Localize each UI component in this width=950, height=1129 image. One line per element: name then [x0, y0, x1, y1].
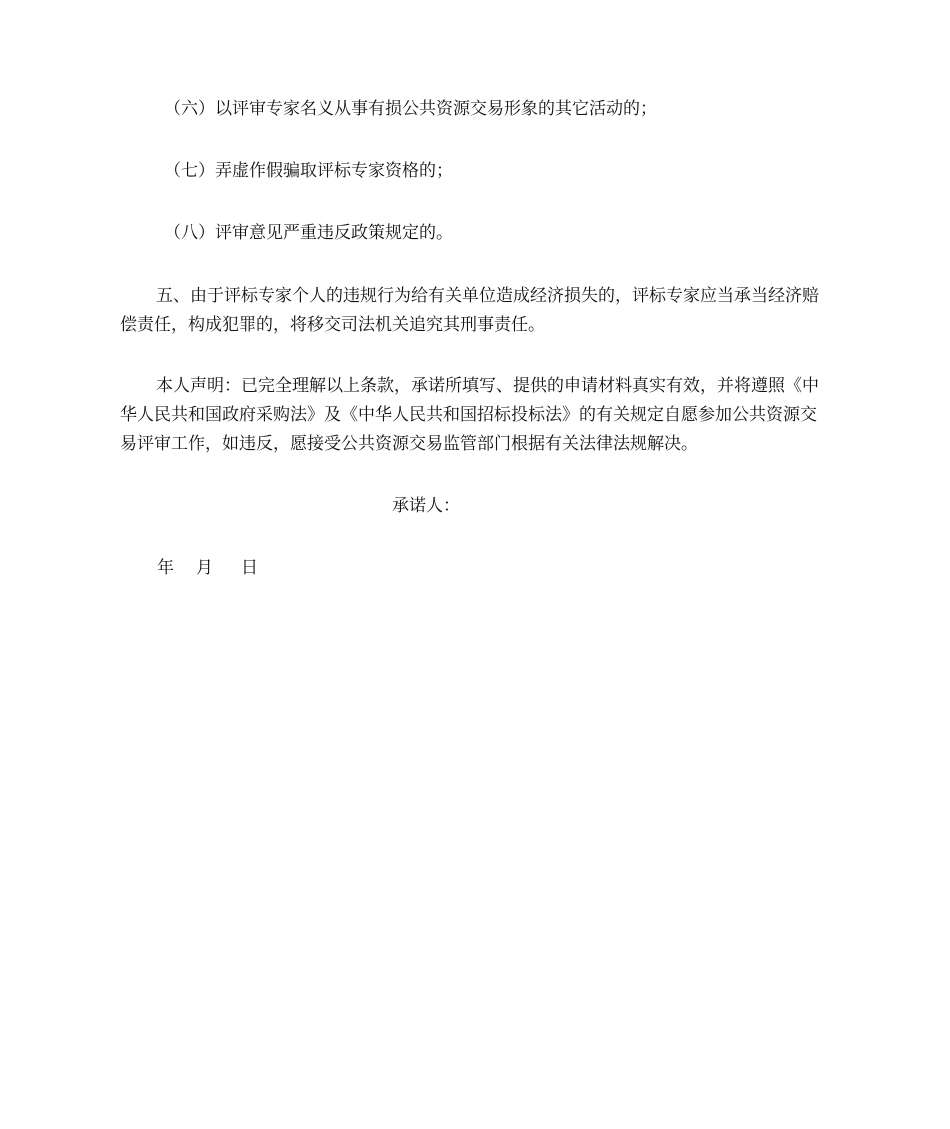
declaration-paragraph: 本人声明：已完全理解以上条款，承诺所填写、提供的申请材料真实有效，并将遵照《中华人民共和国政府采购法》及《中华人民共和国招标投标法》的有关规定自愿参加公共资源交易评审工作，如违反，愿接受公共资源交易监管部门根据有关法律法规解决。	[120, 376, 819, 454]
clause-item-eight: （八）评审意见严重违反政策规定的。	[164, 223, 453, 243]
date-line	[157, 554, 258, 583]
date-month-label: 月	[196, 558, 213, 578]
clause-paragraph-five: 五、由于评标专家个人的违规行为给有关单位造成经济损失的，评标专家应当承当经济赔偿责任，构成犯罪的，将移交司法机关追究其刑事责任。	[120, 286, 819, 335]
date-year-label: 年	[157, 558, 174, 578]
clause-item-seven: （七）弄虚作假骗取评标专家资格的；	[164, 161, 453, 181]
signer-label: 承诺人：	[392, 496, 460, 516]
clause-item-six: （六）以评审专家名义从事有损公共资源交易形象的其它活动的；	[164, 99, 657, 119]
date-day-label: 日	[241, 558, 258, 578]
